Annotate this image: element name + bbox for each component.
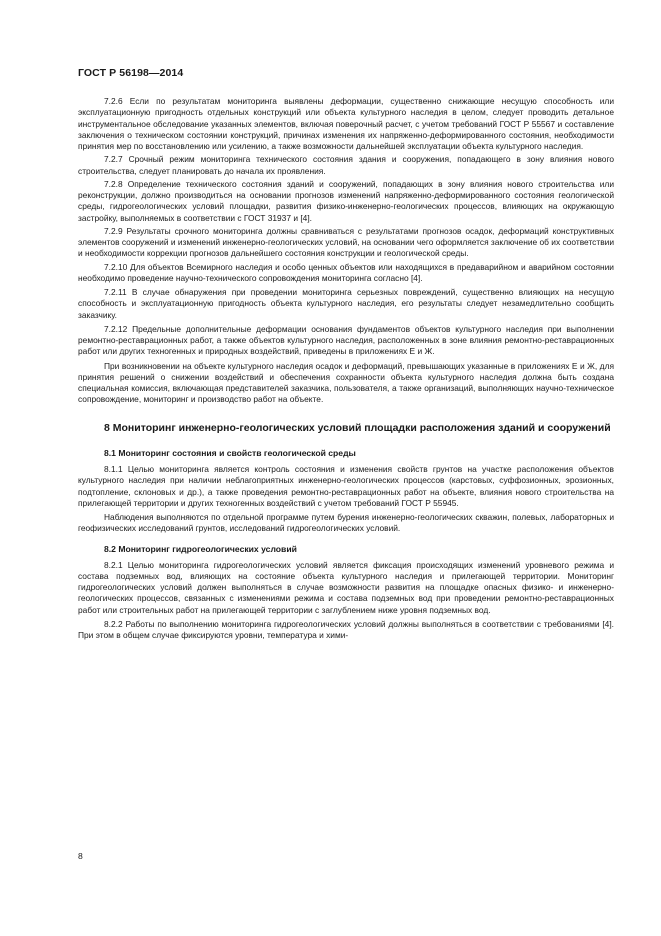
paragraph-8-2-2: 8.2.2 Работы по выполнению мониторинга гидрогеологических условий должны выполняться в соответствии с требованиями [4]. При этом в общем случае фиксируются уровни, температура и хими- xyxy=(78,618,614,640)
paragraph-7-2-12: 7.2.12 Предельные дополнительные деформации основания фундаментов объектов культурного наследия при выполнении ремонтно-реставрационных работ, а также объектов культурного наследия, расположенных в зоне влияния ремонтно-реставрационных работ или других техногенных и природных воздействий, приведены в приложениях Е и Ж. xyxy=(78,323,614,357)
paragraph-7-2-8: 7.2.8 Определение технического состояния зданий и сооружений, попадающих в зону влияния нового строительства или реконструкции, должно производиться на основании прогнозов изменений напряженно-деформированного состояния геологической среды, гидрогеологических условий площадки, развития физико-инженерно-геологических процессов, влияющих на окружающую застройку, выполняемых в соответствии с ГОСТ 31937 и [4]. xyxy=(78,178,614,223)
page-number: 8 xyxy=(78,851,83,861)
paragraph-observations: Наблюдения выполняются по отдельной программе путем бурения инженерно-геологических скважин, полевых, лабораторных и геофизических исследований грунтов, исследований гидрогеологических условий. xyxy=(78,512,614,534)
paragraph-7-2-11: 7.2.11 В случае обнаружения при проведении мониторинга серьезных повреждений, существенно влияющих на несущую способность и эксплуатационную пригодность объекта культурного наследия, его результаты следует незамедлительно сообщить заказчику. xyxy=(78,287,614,320)
paragraph-8-2-1: 8.2.1 Целью мониторинга гидрогеологических условий является фиксация происходящих изменений уровневого режима и состава подземных вод, влияющих на состояние объекта культурного наследия и прилегающей территории. Мониторинг гидрогеологических условий должен выполняться в случае возможности развития на площадке опасных физико- и инженерно-геологических процессов, связанных с изменениями режима и состава подземных вод при проведении ремонтно-реставрационных работ или строительных работ на прилегающей территории с заглублением ниже уровня подземных вод. xyxy=(78,559,614,615)
paragraph-7-2-9: 7.2.9 Результаты срочного мониторинга должны сравниваться с результатами прогнозов осадок, деформаций конструктивных элементов сооружений и изменений инженерно-геологических условий, на основании чего оформляется заключение об их соответствии и необходимости коррекции прогнозов дальнейшего состояния конструкции и геологической среды. xyxy=(78,225,615,259)
paragraph-7-2-10: 7.2.10 Для объектов Всемирного наследия и особо ценных объектов или находящихся в предаварийном и аварийном состоянии необходимо проведение научно-технического сопровождения мониторинга согласно [4]. xyxy=(78,261,614,283)
section-8-title: 8 Мониторинг инженерно-геологических условий площадки расположения зданий и сооружений xyxy=(104,421,611,434)
paragraph-7-2-6: 7.2.6 Если по результатам мониторинга выявлены деформации, существенно снижающие несущую способность или эксплуатационную пригодность отдельных конструкций или объекта культурного наследия в целом, следует проводить детальное инструментальное обследование указанных элементов, включая поверочный расчет, с учетом требований ГОСТ Р 55567 и составление заключения о техническом состоянии конструкций, причинах изменения их напряженно-деформированного состояния, необходимости принятия мер по восстановлению или усилению, а также возможности дальнейшей эксплуатации объекта культурного наследия. xyxy=(78,96,614,151)
subsection-8-2-title: 8.2 Мониторинг гидрогеологических условий xyxy=(104,543,297,554)
subsection-8-1-title: 8.1 Мониторинг состояния и свойств геологической среды xyxy=(104,448,356,458)
paragraph-commission: При возникновении на объекте культурного наследия осадок и деформаций, превышающих указанные в приложениях Е и Ж, для принятия решений о снижении воздействий и обеспечения сохранности объекта культурного наследия должна быть создана специальная комиссия, включающая представителей заказчика, пользователя, а также организаций, выполняющих научно-техническое сопровождение, мониторинг и производство работ на объекте. xyxy=(78,360,614,405)
page-content xyxy=(78,96,614,643)
document-code-header: ГОСТ Р 56198—2014 xyxy=(78,67,184,79)
paragraph-8-1-1: 8.1.1 Целью мониторинга является контроль состояния и изменения свойств грунтов на участке расположения объектов культурного наследия при наличии неблагоприятных инженерно-геологических процессов (карстовых, суффозионных, эрозионных, подтопление, склоновых и др.), а также проведения ремонтно-реставрационных работ на объекте, влияния нового строительства на прилегающей территории и других техногенных воздействий с учетом требований ГОСТ Р 55945. xyxy=(78,464,614,508)
paragraph-7-2-7: 7.2.7 Срочный режим мониторинга технического состояния здания и сооружения, попадающего в зону влияния нового строительства, следует планировать до начала их проявления. xyxy=(78,154,614,176)
